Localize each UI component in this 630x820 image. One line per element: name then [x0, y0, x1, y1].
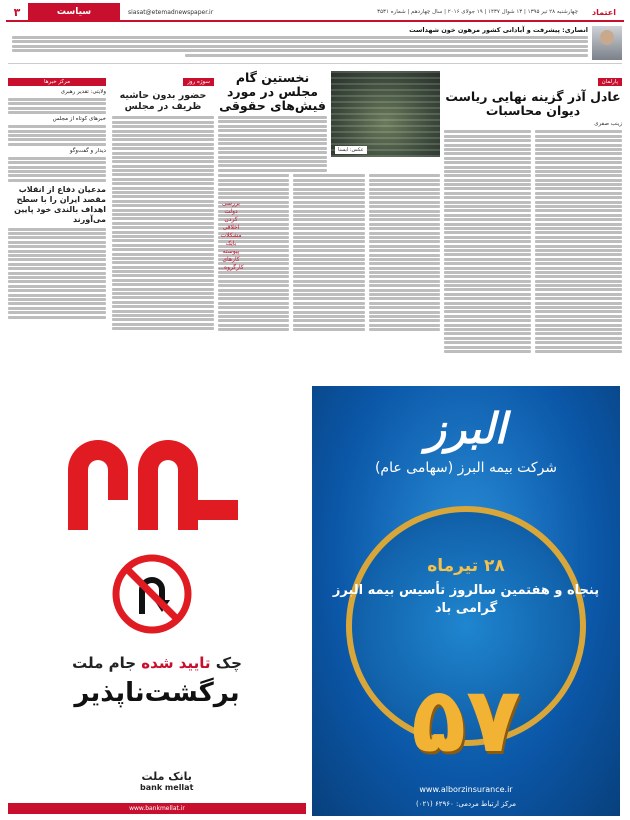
- irrevocable-text: برگشت‌ناپذیر: [74, 678, 240, 708]
- right-column: [444, 68, 622, 380]
- third-headline: حضور بدون حاشیه ظریف در مجلس: [119, 90, 207, 112]
- news-item: ولایتی: تقدیر رهبری: [60, 89, 106, 95]
- news-item: خبرهای کوتاه از مجلس: [52, 116, 106, 123]
- anniversary-text: پنجاه و هفتمین سالروز تأسیس بیمه البرز گرامی باد: [332, 583, 600, 616]
- speaker-photo: [592, 26, 622, 60]
- left-headline: مدعیان دفاع از انقلاب مقصد ایران را با سطح اهداف بالندی خود پایین می‌آورند: [14, 184, 106, 224]
- alborz-phone: مرکز ارتباط مردمی: ۶۲۹۶۰ (۰۲۱): [416, 800, 516, 808]
- right-byline: زینب صفری: [594, 121, 622, 127]
- cheque-text: چک تایید شده جام ملت: [72, 654, 242, 672]
- right-column-tag: پارلمان: [598, 78, 622, 86]
- alborz-subtitle: شرکت بیمه البرز (سهامی عام): [374, 460, 558, 476]
- page-number: ۳: [13, 5, 21, 19]
- left-column-tag: مرکز خبرها: [8, 78, 106, 86]
- third-body: [112, 115, 214, 332]
- alborz-insurance-ad[interactable]: [312, 386, 620, 816]
- issue-date: چهارشنبه ۲۸ تیر ۱۳۹۵ | ۱۳ شوال ۱۴۳۷ | ۱۹ جولای ۲۰۱۶ | سال چهاردهم | شماره ۳۵۳۱: [377, 9, 578, 15]
- top-story-body: [12, 36, 588, 57]
- top-story-text: [8, 26, 588, 63]
- newspaper-logo: اعتماد: [592, 7, 616, 17]
- third-column: [112, 68, 214, 380]
- alborz-website[interactable]: www.alborzinsurance.ir: [419, 785, 513, 794]
- bank-website[interactable]: www.bankmellat.ir: [8, 803, 306, 814]
- middle-body: [218, 173, 440, 332]
- anniversary-number: ۵۷: [411, 668, 521, 773]
- pull-quote: بررسی دولت کردن اخلاقی مشکلات بایک پیوسته کارهای کارگروه...: [218, 200, 244, 271]
- top-story-title: انصاری: پیشرفت و آبادانی کشور مرهون خون شهداست: [409, 26, 588, 34]
- middle-headline: نخستین گام مجلس در مورد فیش‌های حقوقی: [219, 70, 326, 113]
- right-headline: عادل آذر گزینه نهایی ریاست دیوان محاسبات: [445, 89, 621, 118]
- jam-logo-icon: [48, 430, 248, 540]
- third-column-tag: سوژه روز: [183, 78, 214, 86]
- page-header: [6, 4, 624, 22]
- anniversary-date: ۲۸ تیرماه: [427, 556, 505, 576]
- section-email[interactable]: siasat@etemadnewspaper.ir: [128, 8, 214, 16]
- bank-mellat-ad[interactable]: [8, 386, 306, 816]
- no-u-turn-icon: [112, 554, 192, 634]
- parliament-photo: [331, 71, 440, 157]
- photo-caption: عکس: ایسنا: [335, 146, 367, 154]
- right-body: [444, 129, 622, 354]
- alborz-logo: البرز: [425, 404, 507, 453]
- news-item: دیدار و گفت‌وگو: [69, 147, 106, 154]
- middle-column: [218, 68, 440, 380]
- top-story: [8, 26, 622, 64]
- left-column: [8, 68, 106, 380]
- bank-mellat-logo: بانک ملت bank mellat: [140, 770, 194, 792]
- section-title: سیاست: [28, 3, 120, 21]
